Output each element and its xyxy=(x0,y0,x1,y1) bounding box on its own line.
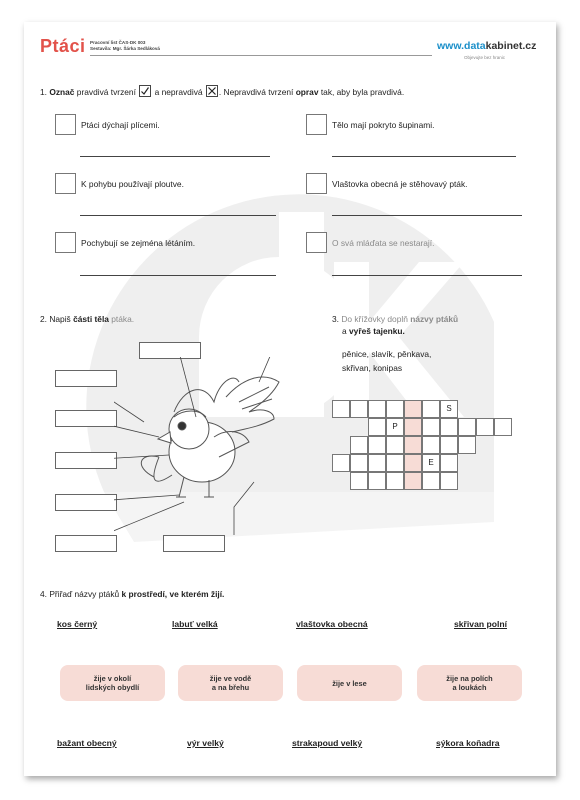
bird-name-top-4[interactable]: skřivan polní xyxy=(454,619,508,629)
worksheet-page xyxy=(24,22,556,776)
crossword-grid xyxy=(332,400,522,510)
crossword-cell[interactable] xyxy=(350,436,368,454)
crossword-cell[interactable] xyxy=(422,418,440,436)
answer-line[interactable] xyxy=(332,156,516,157)
answer-line[interactable] xyxy=(80,156,270,157)
check-mark-icon xyxy=(139,85,151,97)
site-tagline: Objevujte bez hranic xyxy=(464,55,506,60)
crossword-cell[interactable] xyxy=(368,436,386,454)
crossword-cell[interactable] xyxy=(404,472,422,490)
worksheet-meta xyxy=(90,40,160,52)
bird-name-top-1[interactable]: kos černý xyxy=(57,619,98,629)
habitat-card-2[interactable]: žije ve vodě a na břehu xyxy=(178,665,283,701)
crossword-cell[interactable] xyxy=(440,472,458,490)
crossword-cell[interactable]: E xyxy=(422,454,440,472)
crossword-cell[interactable]: P xyxy=(386,418,404,436)
crossword-cell[interactable] xyxy=(350,472,368,490)
statement-text: Pochybují se zejména létáním. xyxy=(81,238,196,248)
habitat-card-1[interactable]: žije v okolí lidských obydlí xyxy=(60,665,165,701)
cross-mark-icon xyxy=(206,85,218,97)
task4-instruction: 4. Přiřaď názvy ptáků k prostředí, ve kterém žijí. xyxy=(40,589,225,599)
crossword-cell[interactable] xyxy=(476,418,494,436)
crossword-cell[interactable] xyxy=(440,436,458,454)
bird-illustration xyxy=(114,357,294,537)
crossword-cell[interactable] xyxy=(332,454,350,472)
crossword-cell[interactable] xyxy=(422,436,440,454)
crossword-cell[interactable] xyxy=(422,472,440,490)
header-divider xyxy=(90,55,432,56)
statement-checkbox-6[interactable] xyxy=(306,232,327,253)
body-part-box-7[interactable] xyxy=(163,535,225,552)
crossword-word-list: pěnice, slavík, pěnkava, skřivan, konipas xyxy=(342,349,432,373)
body-part-box-2[interactable] xyxy=(55,410,117,427)
statement-checkbox-5[interactable] xyxy=(55,232,76,253)
meta-line-2: Sestavila: Mgr. Šárka Sedláková xyxy=(90,46,160,51)
task2-instruction: 2. Napiš části těla ptáka. xyxy=(40,314,135,324)
crossword-cell[interactable] xyxy=(350,400,368,418)
crossword-cell[interactable] xyxy=(368,454,386,472)
statement-text: Ptáci dýchají plícemi. xyxy=(81,120,160,130)
crossword-cell[interactable] xyxy=(368,400,386,418)
body-part-box-1[interactable] xyxy=(55,370,117,387)
crossword-cell[interactable] xyxy=(386,472,404,490)
statement-text: Tělo mají pokryto šupinami. xyxy=(332,120,435,130)
crossword-cell[interactable] xyxy=(458,418,476,436)
crossword-cell[interactable] xyxy=(494,418,512,436)
crossword-cell[interactable] xyxy=(386,400,404,418)
crossword-cell[interactable] xyxy=(404,454,422,472)
crossword-cell[interactable] xyxy=(404,400,422,418)
crossword-cell[interactable] xyxy=(350,454,368,472)
crossword-cell[interactable] xyxy=(332,400,350,418)
statement-checkbox-2[interactable] xyxy=(306,114,327,135)
crossword-cell[interactable] xyxy=(368,472,386,490)
bird-name-bottom-4[interactable]: sýkora koňadra xyxy=(436,738,500,748)
crossword-cell[interactable] xyxy=(386,454,404,472)
body-part-box-5[interactable] xyxy=(55,535,117,552)
crossword-cell[interactable] xyxy=(368,418,386,436)
crossword-cell[interactable] xyxy=(404,418,422,436)
answer-line[interactable] xyxy=(332,275,522,276)
crossword-cell[interactable] xyxy=(440,454,458,472)
bird-name-bottom-2[interactable]: výr velký xyxy=(187,738,224,748)
habitat-card-3[interactable]: žije v lese xyxy=(297,665,402,701)
statement-text: Vlaštovka obecná je stěhovavý pták. xyxy=(332,179,468,189)
crossword-cell[interactable] xyxy=(458,436,476,454)
bird-name-bottom-3[interactable]: strakapoud velký xyxy=(292,738,363,748)
statement-checkbox-1[interactable] xyxy=(55,114,76,135)
task3-instruction-line1: 3. Do křížovky doplň názvy ptáků xyxy=(332,314,459,324)
crossword-cell[interactable] xyxy=(386,436,404,454)
statement-text: O svá mláďata se nestarají. xyxy=(332,238,435,248)
task3-instruction-line2: a vyřeš tajenku. xyxy=(342,326,405,336)
body-part-box-3[interactable] xyxy=(55,452,117,469)
habitat-card-4[interactable]: žije na polích a loukách xyxy=(417,665,522,701)
crossword-cell[interactable]: S xyxy=(440,400,458,418)
statement-checkbox-4[interactable] xyxy=(306,173,327,194)
answer-line[interactable] xyxy=(332,215,522,216)
site-link[interactable]: www.datakabinet.cz xyxy=(437,40,537,52)
answer-line[interactable] xyxy=(80,275,276,276)
crossword-cell[interactable] xyxy=(404,436,422,454)
bird-name-bottom-1[interactable]: bažant obecný xyxy=(57,738,117,748)
meta-line-1: Pracovní list ČAS-DK 003 xyxy=(90,40,146,45)
worksheet-title: Ptáci xyxy=(40,36,86,56)
bird-name-top-2[interactable]: labuť velká xyxy=(172,619,218,629)
task1-instruction: 1. Označ pravdivá tvrzení a nepravdivá . Nepravdivá tvrzení oprav tak, aby byla pravdivá. xyxy=(40,87,405,97)
answer-line[interactable] xyxy=(80,215,276,216)
body-part-box-4[interactable] xyxy=(55,494,117,511)
bird-name-top-3[interactable]: vlaštovka obecná xyxy=(296,619,368,629)
crossword-cell[interactable] xyxy=(440,418,458,436)
statement-checkbox-3[interactable] xyxy=(55,173,76,194)
crossword-cell[interactable] xyxy=(422,400,440,418)
statement-text: K pohybu používají ploutve. xyxy=(81,179,184,189)
